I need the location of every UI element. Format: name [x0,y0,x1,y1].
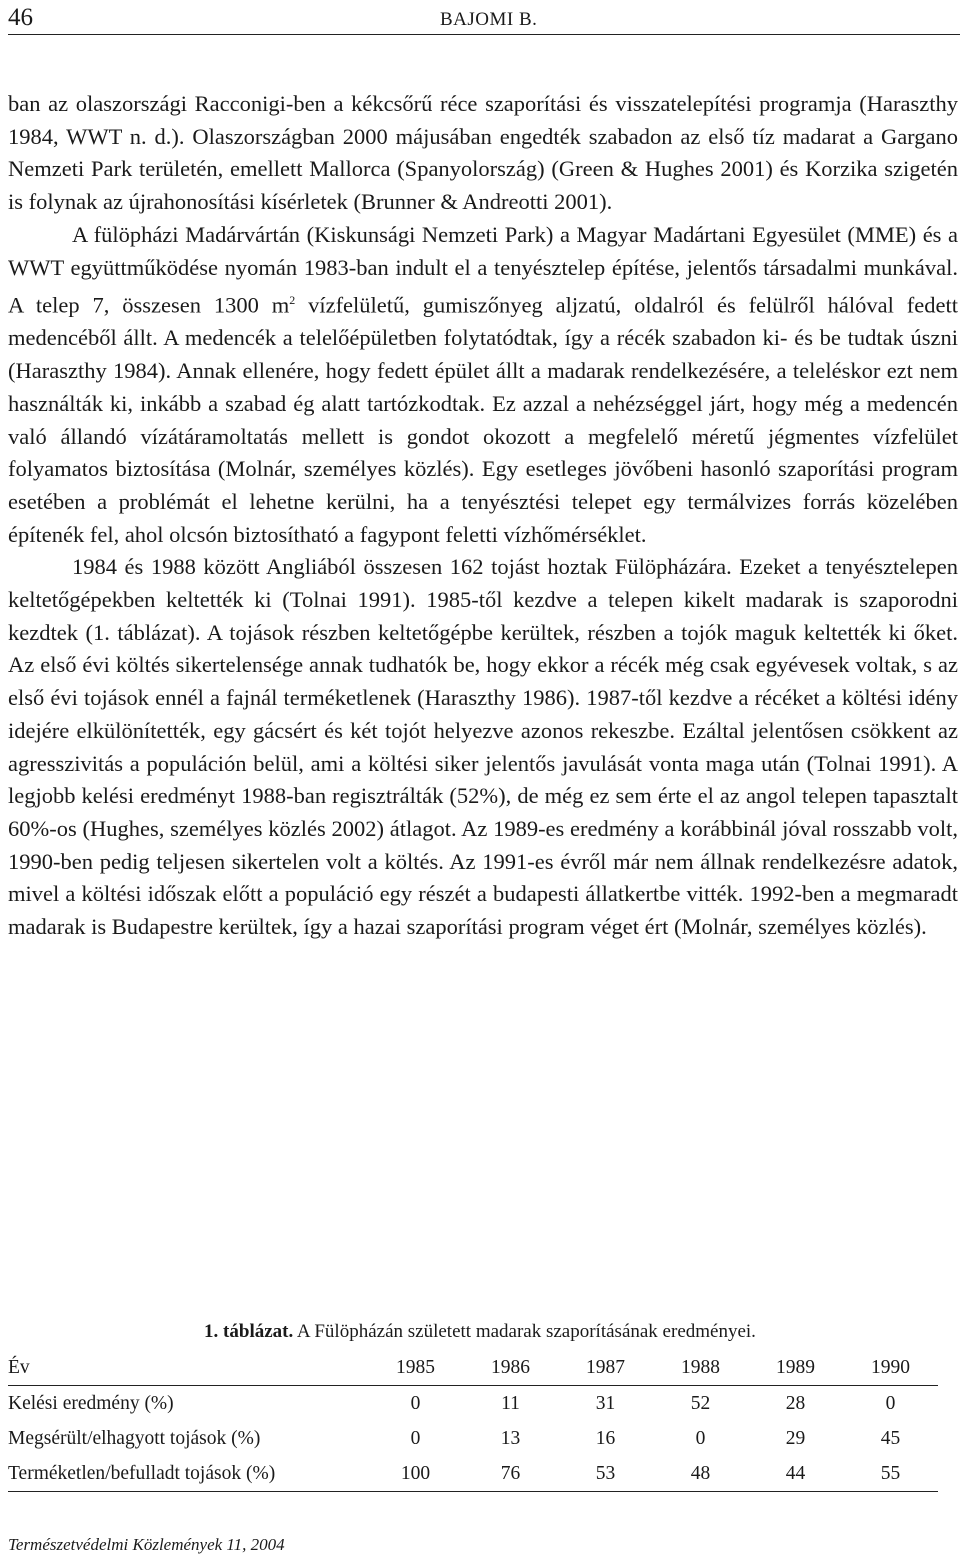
table-row [8,1456,938,1492]
table-cell: 48 [653,1456,748,1492]
table-cell: 45 [880,1427,901,1449]
table-row [8,1421,938,1456]
table-cell: 55 [843,1456,938,1492]
table-cell: 53 [558,1456,653,1492]
table-caption-text: A Fülöpházán született madarak szaporításának eredményei. [293,1321,756,1342]
header-cell: 1986 [463,1350,558,1386]
superscript-2: 2 [289,293,296,308]
table-cell: 0 [410,1427,421,1449]
header-cell: 1988 [653,1350,748,1386]
header-cell: Év [8,1350,368,1386]
body-text [8,88,958,944]
table-header-row [8,1350,938,1386]
table-caption-label: 1. táblázat. [204,1321,294,1342]
row-label: Megsérült/elhagyott tojások (%) [8,1427,261,1449]
table-cell: 52 [690,1392,711,1414]
paragraph-2-part-1: A fülöpházi Madárvártán (Kiskunsági Nemzeti Park) a Magyar Madártani Egyesület (MME) és a WWT együttműködése nyomán 1983-ban indult el a tenyésztelep építése, jelentős társadalmi munkával. A telep 7, összesen 1300 m [8,221,958,318]
header-cell: 1985 [368,1350,463,1386]
table-cell: 0 [410,1392,421,1414]
table-cell: 31 [595,1392,616,1414]
table-cell: 16 [595,1427,616,1449]
running-head: BAJOMI B. [440,9,538,30]
paragraph-3: 1984 és 1988 között Angliából összesen 162 tojást hoztak Fülöpházára. Ezeket a tenyésztelepen keltetőgépekben keltették ki (Tolnai 1991). 1985-től kezdve a telepen kikelt madarak is szaporodni kezdtek (1. táblázat). A tojások részben keltetőgépbe kerültek, részben a tojók maguk keltették ki őket. Az első évi költés sikertelensége annak tudhatók be, hogy ekkor a récék még csak egyévesek voltak, s az első évi tojások ennél a fajnál terméketlenek (Haraszthy 1986). 1987-től kezdve a récéket a költési idény idejére elkülönítették, egy gácsért és két tojót helyezve azonos rekeszbe. Ezáltal jelentősen csökkent az agresszivitás a populáción belül, ami a költési siker jelentős javulását vonta maga után (Tolnai 1991). A legjobb kelési eredményt 1988-ban regisztrálták (52%), de még ez sem érte el az angol telepen tapasztalt 60%-os (Hughes, személyes közlés 2002) átlagot. Az 1989-es eredmény a korábbinál jóval rosszabb volt, 1990-ben pedig teljesen sikertelen volt a költés. Az 1991-es évről már nem állnak rendelkezésre adatok, mivel a költési időszak előtt a populáció egy részét a budapesti állatkertbe vitték. 1992-ben a megmaradt madarak is Budapestre kerültek, így a hazai szaporítási program véget ért (Molnár, személyes közlés). [8,554,958,940]
header-cell: 1989 [748,1350,843,1386]
table-cell: 13 [500,1427,521,1449]
journal-footer: Természetvédelmi Közlemények 11, 2004 [8,1535,285,1554]
table-cell: 11 [501,1392,520,1414]
table-cell: 29 [785,1427,806,1449]
results-table [8,1350,938,1492]
page-header [8,0,960,35]
table-cell: 100 [368,1456,463,1492]
row-label: Kelési eredmény (%) [8,1392,174,1414]
paragraph-2-part-2: vízfelületű, gumiszőnyeg aljzatú, oldalról és felülről hálóval fedett medencéből állt. A medencék a telelőépületben folytatódtak, így a récék szabadon ki- és be tudtak úszni (Haraszthy 1984). Annak ellenére, hogy fedett épület állt a madarak rendelkezésére, a teleléskor ezt nem használták ki, inkább a szabad ég alatt tartózkodtak. Ez azzal a nehézséggel járt, hogy még a medencén való állandó vízátáramoltatás mellett is gondot okozott a megfelelő méretű jégmentes vízfelület folyamatos biztosítása (Molnár, személyes közlés). Egy esetleges jövőbeni hasonló szaporítási program esetében a problémát el lehetne kerülni, ha a tenyésztési telepet egy termálvizes forrás közelében építenék fel, ahol olcsón biztosítható a fagypont feletti vízhőmérséklet. [8,292,958,547]
paragraph-1: ban az olaszországi Racconigi-ben a kékcsőrű réce szaporítási és visszatelepítési programja (Haraszthy 1984, WWT n. d.). Olaszországban 2000 májusában engedték szabadon az első tíz madarat a Gargano Nemzeti Park területén, emellett Mallorca (Spanyolország) (Green & Hughes 2001) és Korzika szigetén is folynak az újrahonosítási kísérletek (Brunner & Andreotti 2001). [8,91,958,215]
table-caption [0,1321,960,1343]
row-label: Terméketlen/befulladt tojások (%) [8,1456,368,1492]
table-cell: 76 [463,1456,558,1492]
header-cell: 1990 [843,1350,938,1386]
table-cell: 0 [695,1427,706,1449]
header-cell: 1987 [558,1350,653,1386]
paragraph-2 [8,219,958,552]
table-cell: 0 [885,1392,896,1414]
table-cell: 28 [785,1392,806,1414]
table-row [8,1386,938,1422]
table-cell: 44 [748,1456,843,1492]
page-number: 46 [8,4,33,31]
